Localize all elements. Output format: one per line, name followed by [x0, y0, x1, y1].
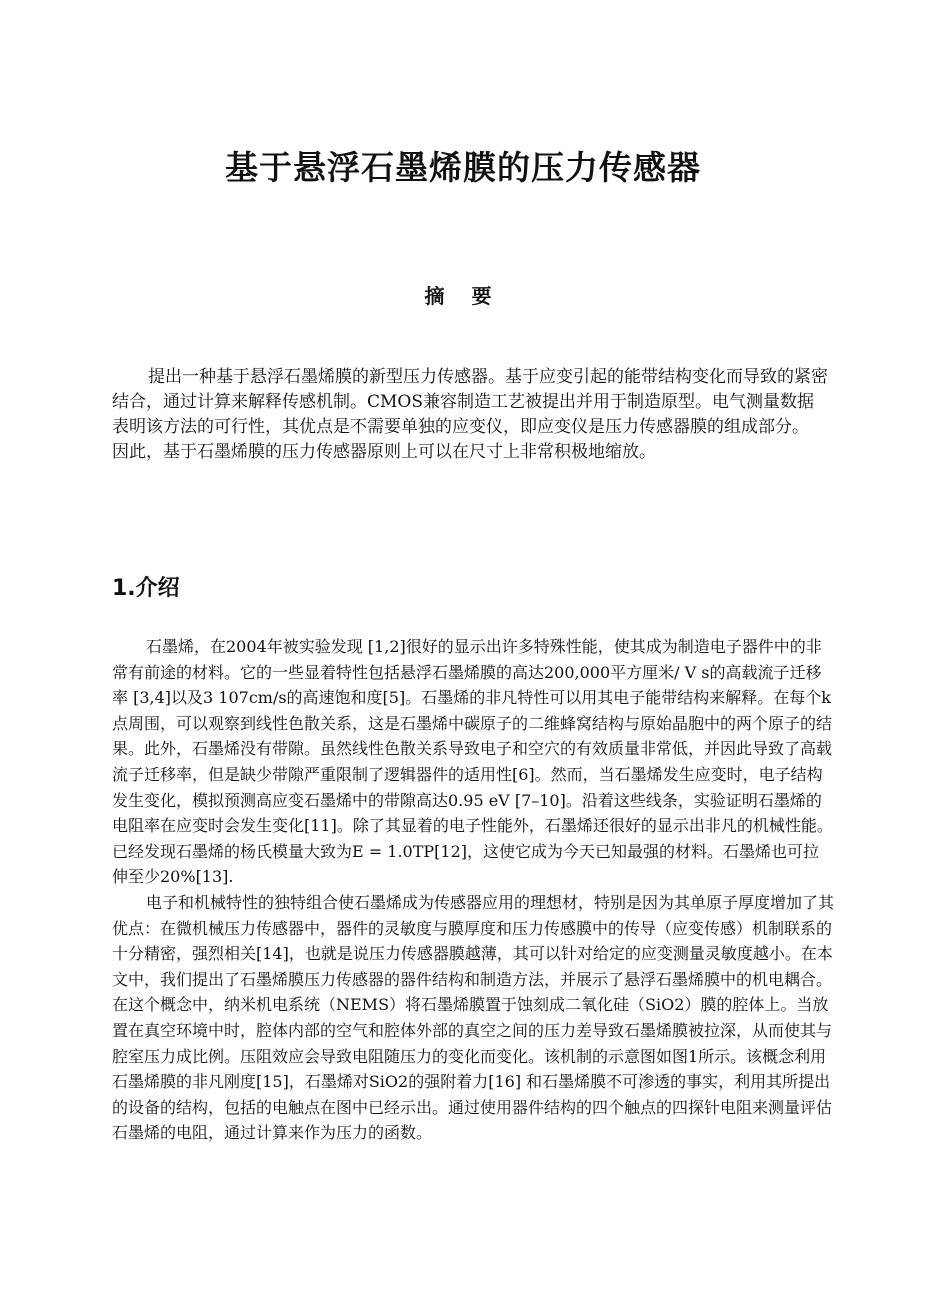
body-paragraph: 电子和机械特性的独特组合使石墨烯成为传感器应用的理想材，特别是因为其单原子厚度增加了其优点：在微机械压力传感器中，器件的灵敏度与膜厚度和压力传感膜中的传导（应变传感）机制联系的十分精密，强烈相关[14]，也就是说压力传感器膜越薄，其可以针对给定的应变测量灵敏度越小。在本文中，我们提出了石墨烯膜压力传感器的器件结构和制造方法，并展示了悬浮石墨烯膜中的机电耦合。在这个概念中，纳米机电系统（NEMS）将石墨烯膜置于蚀刻成二氧化硅（SiO2）膜的腔体上。当放置在真空环境中时，腔体内部的空气和腔体外部的真空之间的压力差导致石墨烯膜被拉深，从而使其与腔室压力成比例。压阻效应会导致电阻随压力的变化而变化。该机制的示意图如图1所示。该概念利用石墨烯膜的非凡刚度[15]，石墨烯对SiO2的强附着力[16] 和石墨烯膜不可渗透的事实，利用其所提出的设备的结构，包括的电触点在图中已经示出。通过使用器件结构的四个触点的四探针电阻来测量评估石墨烯的电阻，通过计算来作为压力的函数。: [112, 892, 835, 1143]
document-title: 基于悬浮石墨烯膜的压力传感器: [225, 148, 701, 187]
abstract-paragraph: 提出一种基于悬浮石墨烯膜的新型压力传感器。基于应变引起的能带结构变化而导致的紧密结合，通过计算来解释传感机制。CMOS兼容制造工艺被提出并用于制造原型。电气测量数据表明该方法的可行性，其优点是不需要单独的应变仪，即应变仪是压力传感器膜的组成部分。 因此，基于石墨烯膜的压力传感器原则上可以在尺寸上非常积极地缩放。: [112, 367, 828, 462]
body-paragraph: 石墨烯，在2004年被实验发现 [1,2]很好的显示出许多特殊性能，使其成为制造电子器件中的非常有前途的材料。它的一些显着特性包括悬浮石墨烯膜的高达200,000平方厘米/ V s的高载流子迁移率 [3,4]以及3 107cm/s的高速饱和度[5]。石墨烯的非凡特性可以用其电子能带结构来解释。在每个k点周围，可以观察到线性色散关系，这是石墨烯中碳原子的二维蜂窝结构与原始晶胞中的两个原子的结果。此外，石墨烯没有带隙。虽然线性色散关系导致电子和空穴的有效质量非常低，并因此导致了高载流子迁移率，但是缺少带隙严重限制了逻辑器件的适用性[6]。然而，当石墨烯发生应变时，电子结构发生变化，模拟预测高应变石墨烯中的带隙高达0.95 eV [7–10]。沿着这些线条，实验证明石墨烯的电阻率在应变时会发生变化[11]。除了其显着的电子性能外，石墨烯还很好的显示出非凡的机械性能。已经发现石墨烯的杨氏模量大致为E = 1.0TP[12]，这使它成为今天已知最强的材料。石墨烯也可拉伸至少20%[13].: [112, 637, 833, 887]
introduction-body: [112, 634, 834, 1146]
abstract-heading: 摘 要: [424, 284, 502, 308]
section-heading-introduction: 1.介绍: [112, 576, 180, 601]
